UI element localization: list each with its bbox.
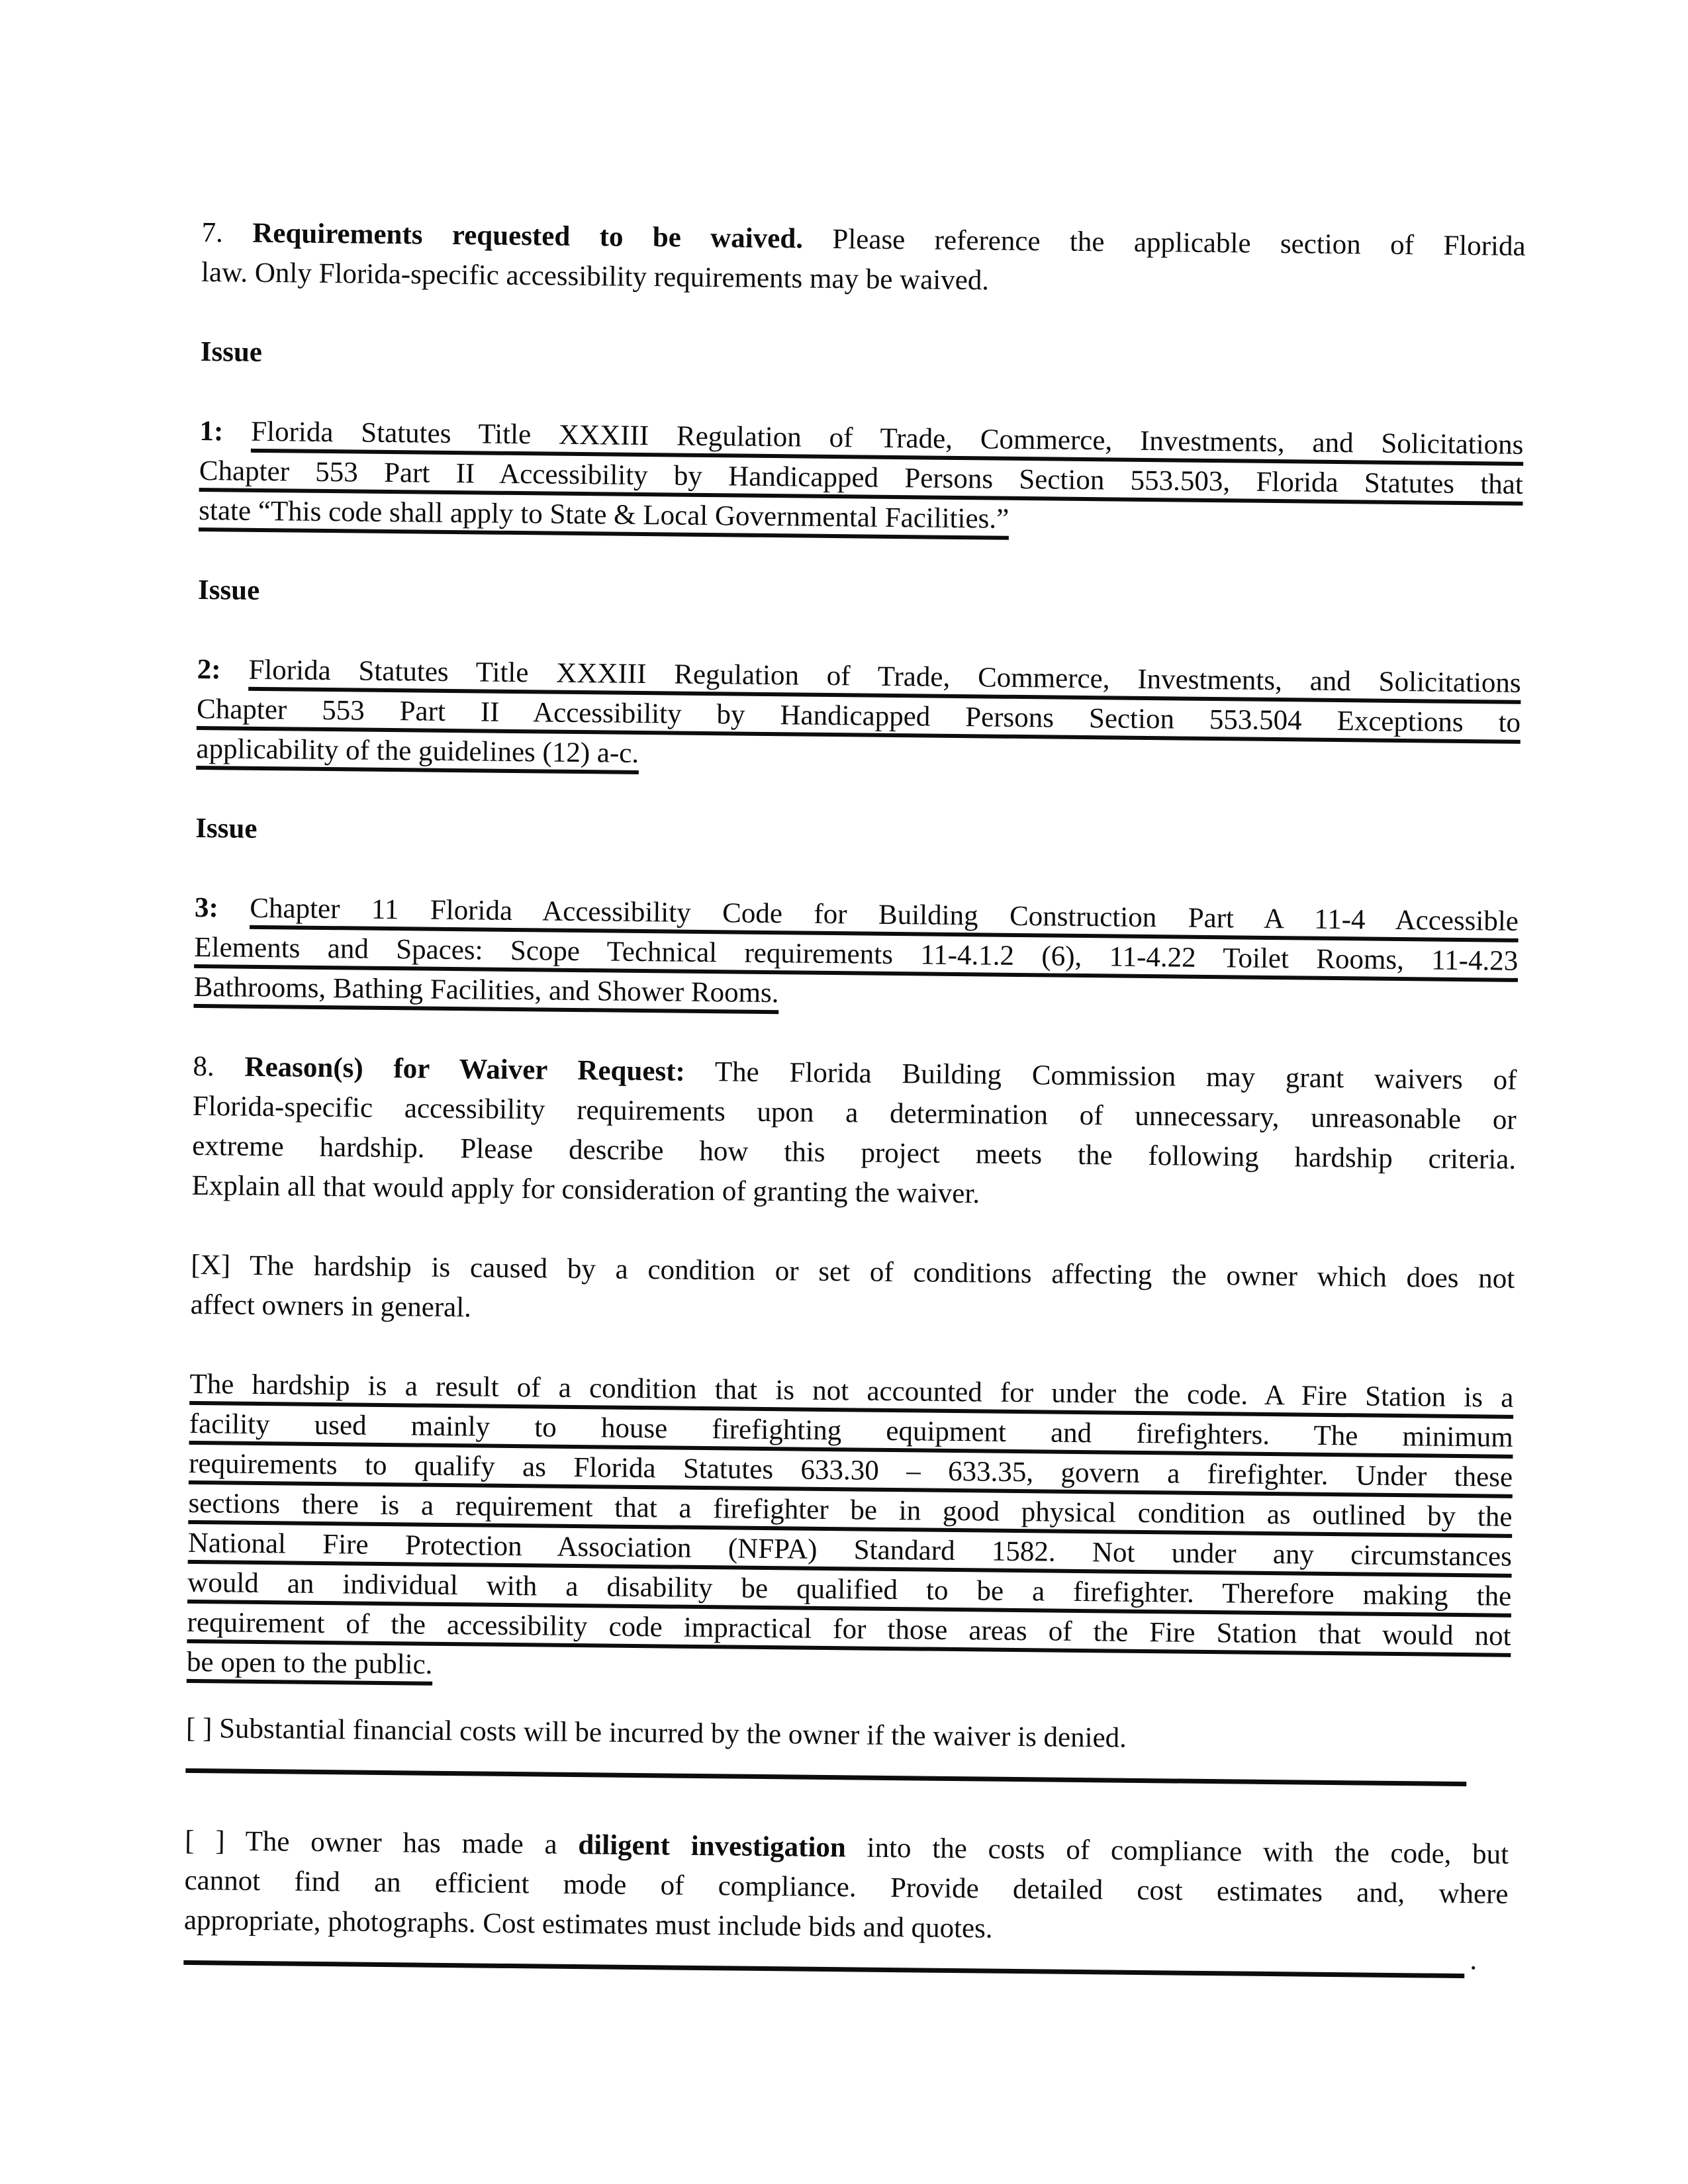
text-segment: The Florida Building Commission may grant waivers of: [684, 1056, 1517, 1096]
issue-number: 1:: [199, 415, 252, 447]
text-segment: Florida Statutes Title XXXIII Regulation of Trade, Commerce, Investments, and Solicitations: [248, 654, 1521, 699]
text-segment: Chapter 553 Part II Accessibility by Handicapped Persons Section 553.504 Exceptions to: [196, 693, 1521, 739]
text-segment: Florida-specific accessibility requirements upon a determination of unnecessary, unreasonable or: [192, 1090, 1517, 1136]
text-segment: Explain all that would apply for consideration of granting the waiver.: [191, 1169, 980, 1210]
checkbox-checked-mark: [X]: [191, 1249, 231, 1281]
text-segment: applicability of the guidelines (12) a-c.: [196, 733, 639, 769]
issue-heading-label: Issue: [195, 812, 258, 844]
issue-heading-label: Issue: [200, 336, 263, 368]
text-segment: requirement of the accessibility code impractical for those areas of the Fire Station that would not: [187, 1606, 1511, 1652]
text-segment: law. Only Florida-specific accessibility requirements may be waived.: [201, 256, 990, 296]
text-segment: Chapter 11 Florida Accessibility Code for Building Construction Part A 11-4 Accessible: [250, 892, 1519, 937]
text-segment: Bathrooms, Bathing Facilities, and Shower Rooms.: [193, 971, 779, 1009]
text-segment: affect owners in general.: [190, 1289, 472, 1324]
text-segment: Florida Statutes Title XXXIII Regulation of Trade, Commerce, Investments, and Solicitations: [250, 416, 1524, 461]
item-number: 8.: [193, 1050, 245, 1083]
text-segment: requirements to qualify as Florida Statutes 633.30 – 633.35, govern a firefighter. Under these: [188, 1447, 1513, 1493]
text-segment: Please reference the applicable section of Florida: [802, 223, 1526, 262]
text-line: [195, 809, 1520, 862]
text-segment: appropriate, photographs. Cost estimates must include bids and quotes.: [183, 1904, 993, 1944]
issue-2-citation: [196, 650, 1521, 783]
text-line: [198, 570, 1523, 624]
item-7-requirements-paragraph: [201, 213, 1526, 306]
text-segment: be open to the public.: [186, 1646, 433, 1680]
bold-phrase: diligent investigation: [578, 1829, 847, 1864]
text-segment: Elements and Spaces: Scope Technical requirements 11-4.1.2 (6), 11-4.22 Toilet Rooms, 11-4.23: [194, 931, 1519, 977]
bold-phrase: Reason(s) for Waiver Request:: [244, 1051, 686, 1087]
trailing-period: .: [1470, 1944, 1477, 1976]
issue-number: 3:: [194, 891, 250, 924]
issue-heading-3: [195, 809, 1520, 862]
text-segment: National Fire Protection Association (NFPA) Standard 1582. Not under any circumstances: [187, 1527, 1513, 1572]
text-segment: The owner has made a: [224, 1825, 579, 1861]
hardship-statement: [187, 1365, 1514, 1696]
text-segment: The hardship is a result of a condition that is not accounted for under the code. A Fire Station is a: [189, 1368, 1514, 1414]
horizontal-rule: [183, 1960, 1464, 1978]
text-segment: sections there is a requirement that a firefighter be in good physical condition as outlined by the: [188, 1487, 1513, 1533]
issue-number: 2:: [197, 653, 249, 686]
text-segment: would an individual with a disability be qualified to be a firefighter. Therefore making the: [187, 1567, 1512, 1612]
document-body: [183, 213, 1526, 1994]
item-number: 7.: [201, 216, 253, 249]
checkbox-empty-mark: [ ]: [185, 1712, 212, 1745]
text-segment: into the costs of compliance with the code, but: [845, 1832, 1509, 1870]
issue-heading-1: [200, 332, 1524, 386]
checkbox-empty-mark: [ ]: [184, 1825, 225, 1857]
text-segment: state “This code shall apply to State & Local Governmental Facilities.”: [199, 494, 1009, 535]
diligent-investigation-checkbox: [184, 1821, 1509, 1954]
issue-heading-2: [198, 570, 1523, 624]
text-segment: The hardship is caused by a condition or set of conditions affecting the owner which does not: [230, 1250, 1515, 1295]
issue-3-citation: [193, 888, 1519, 1021]
text-segment: Substantial financial costs will be incurred by the owner if the waiver is denied.: [212, 1713, 1127, 1754]
text-segment: facility used mainly to house firefighting equipment and firefighters. The minimum: [189, 1408, 1513, 1453]
text-segment: extreme hardship. Please describe how this project meets the following hardship criteria.: [191, 1130, 1517, 1175]
hardship-condition-checkbox: [190, 1246, 1515, 1339]
text-line: [200, 332, 1524, 386]
issue-heading-label: Issue: [197, 574, 260, 606]
horizontal-rule: [185, 1768, 1466, 1786]
item-8-reasons-paragraph: [191, 1047, 1517, 1220]
text-segment: cannot find an efficient mode of compliance. Provide detailed cost estimates and, where: [184, 1864, 1509, 1910]
text-segment: Chapter 553 Part II Accessibility by Handicapped Persons Section 553.503, Florida Statutes that: [199, 455, 1524, 500]
issue-1-citation: [199, 412, 1524, 545]
bold-phrase: Requirements requested to be waived.: [252, 217, 804, 255]
